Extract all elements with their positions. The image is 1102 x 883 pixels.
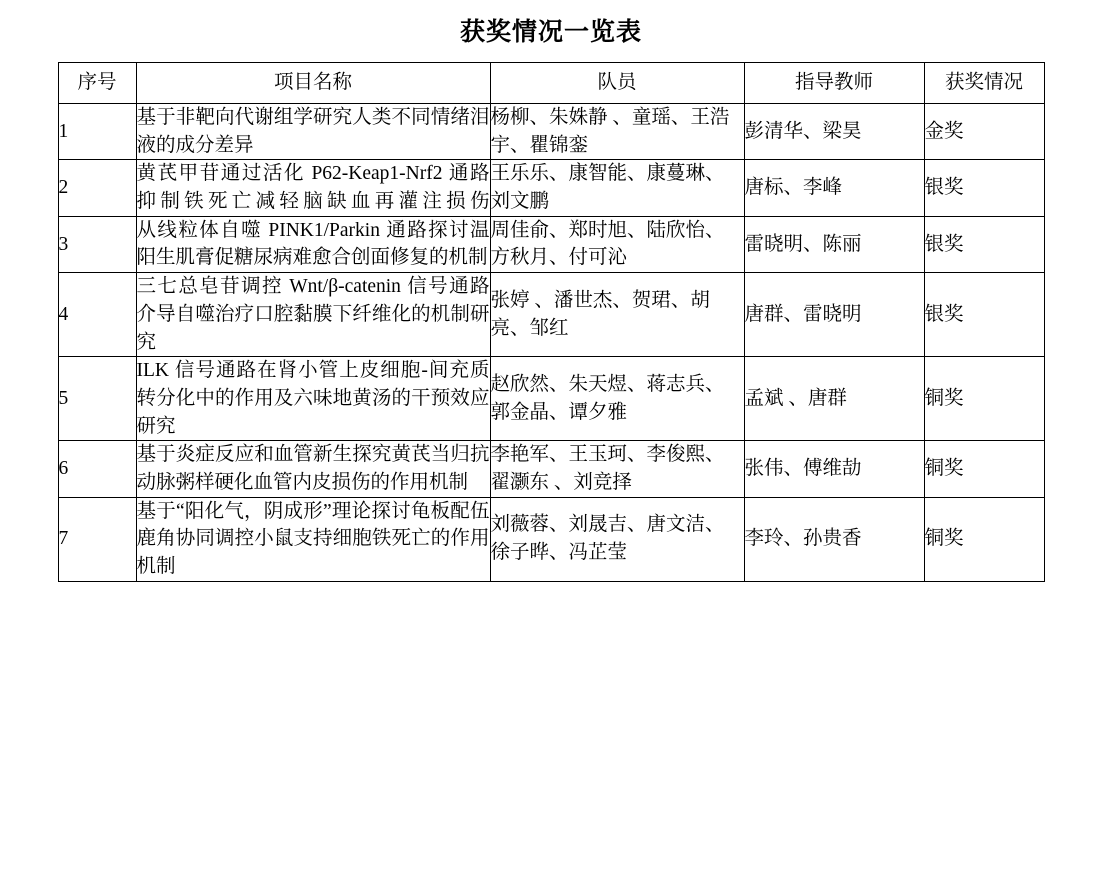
cell-award: 铜奖	[924, 441, 1044, 497]
table-row	[58, 273, 1044, 357]
cell-mentor: 李玲、孙贵香	[744, 497, 924, 581]
cell-no: 1	[58, 104, 136, 160]
cell-mentor: 雷晓明、陈丽	[744, 216, 924, 272]
cell-mentor: 彭清华、梁昊	[744, 104, 924, 160]
cell-award: 银奖	[924, 273, 1044, 357]
cell-no: 4	[58, 273, 136, 357]
cell-project: 从线粒体自噬 PINK1/Parkin 通路探讨温阳生肌膏促糖尿病难愈合创面修复的机制	[136, 216, 490, 272]
cell-no: 7	[58, 497, 136, 581]
column-header-project: 项目名称	[136, 63, 490, 104]
cell-project: ILK 信号通路在肾小管上皮细胞-间充质转分化中的作用及六味地黄汤的干预效应研究	[136, 357, 490, 441]
cell-project: 基于炎症反应和血管新生探究黄芪当归抗动脉粥样硬化血管内皮损伤的作用机制	[136, 441, 490, 497]
cell-award: 银奖	[924, 160, 1044, 216]
table-row	[58, 104, 1044, 160]
cell-team: 李艳军、王玉珂、李俊熙、翟灏东 、刘竞择	[490, 441, 744, 497]
cell-team: 周佳俞、郑时旭、陆欣怡、方秋月、付可沁	[490, 216, 744, 272]
cell-mentor: 唐标、李峰	[744, 160, 924, 216]
award-table	[58, 62, 1045, 582]
cell-project: 基于非靶向代谢组学研究人类不同情绪泪液的成分差异	[136, 104, 490, 160]
cell-award: 银奖	[924, 216, 1044, 272]
cell-project: 黄芪甲苷通过活化 P62-Keap1-Nrf2 通路抑制铁死亡减轻脑缺血再灌注损伤	[136, 160, 490, 216]
document-page	[0, 12, 1102, 883]
cell-award: 金奖	[924, 104, 1044, 160]
cell-project: 三七总皂苷调控 Wnt/β-catenin 信号通路介导自噬治疗口腔黏膜下纤维化的机制研究	[136, 273, 490, 357]
cell-team: 杨柳、朱姝静 、童瑶、王浩宇、瞿锦銮	[490, 104, 744, 160]
table-header	[58, 63, 1044, 104]
table-row	[58, 216, 1044, 272]
cell-mentor: 唐群、雷晓明	[744, 273, 924, 357]
cell-no: 6	[58, 441, 136, 497]
table-row	[58, 441, 1044, 497]
cell-no: 3	[58, 216, 136, 272]
column-header-no: 序号	[58, 63, 136, 104]
cell-team: 张婷 、潘世杰、贺珺、胡亮、邹红	[490, 273, 744, 357]
cell-team: 刘薇蓉、刘晟吉、唐文洁、徐子晔、冯芷莹	[490, 497, 744, 581]
cell-team: 王乐乐、康智能、康蔓琳、刘文鹏	[490, 160, 744, 216]
cell-team: 赵欣然、朱天煜、蒋志兵、郭金晶、谭夕雅	[490, 357, 744, 441]
column-header-mentor: 指导教师	[744, 63, 924, 104]
table-row	[58, 160, 1044, 216]
table-row	[58, 497, 1044, 581]
table-row	[58, 357, 1044, 441]
cell-project: 基于“阳化气，阴成形”理论探讨龟板配伍鹿角协同调控小鼠支持细胞铁死亡的作用机制	[136, 497, 490, 581]
cell-mentor: 张伟、傅维劼	[744, 441, 924, 497]
page-title: 获奖情况一览表	[459, 19, 642, 46]
cell-award: 铜奖	[924, 357, 1044, 441]
table-body	[58, 104, 1044, 582]
column-header-team: 队员	[490, 63, 744, 104]
cell-no: 5	[58, 357, 136, 441]
cell-award: 铜奖	[924, 497, 1044, 581]
cell-mentor: 孟斌 、唐群	[744, 357, 924, 441]
cell-no: 2	[58, 160, 136, 216]
column-header-award: 获奖情况	[924, 63, 1044, 104]
table-header-row	[58, 63, 1044, 104]
